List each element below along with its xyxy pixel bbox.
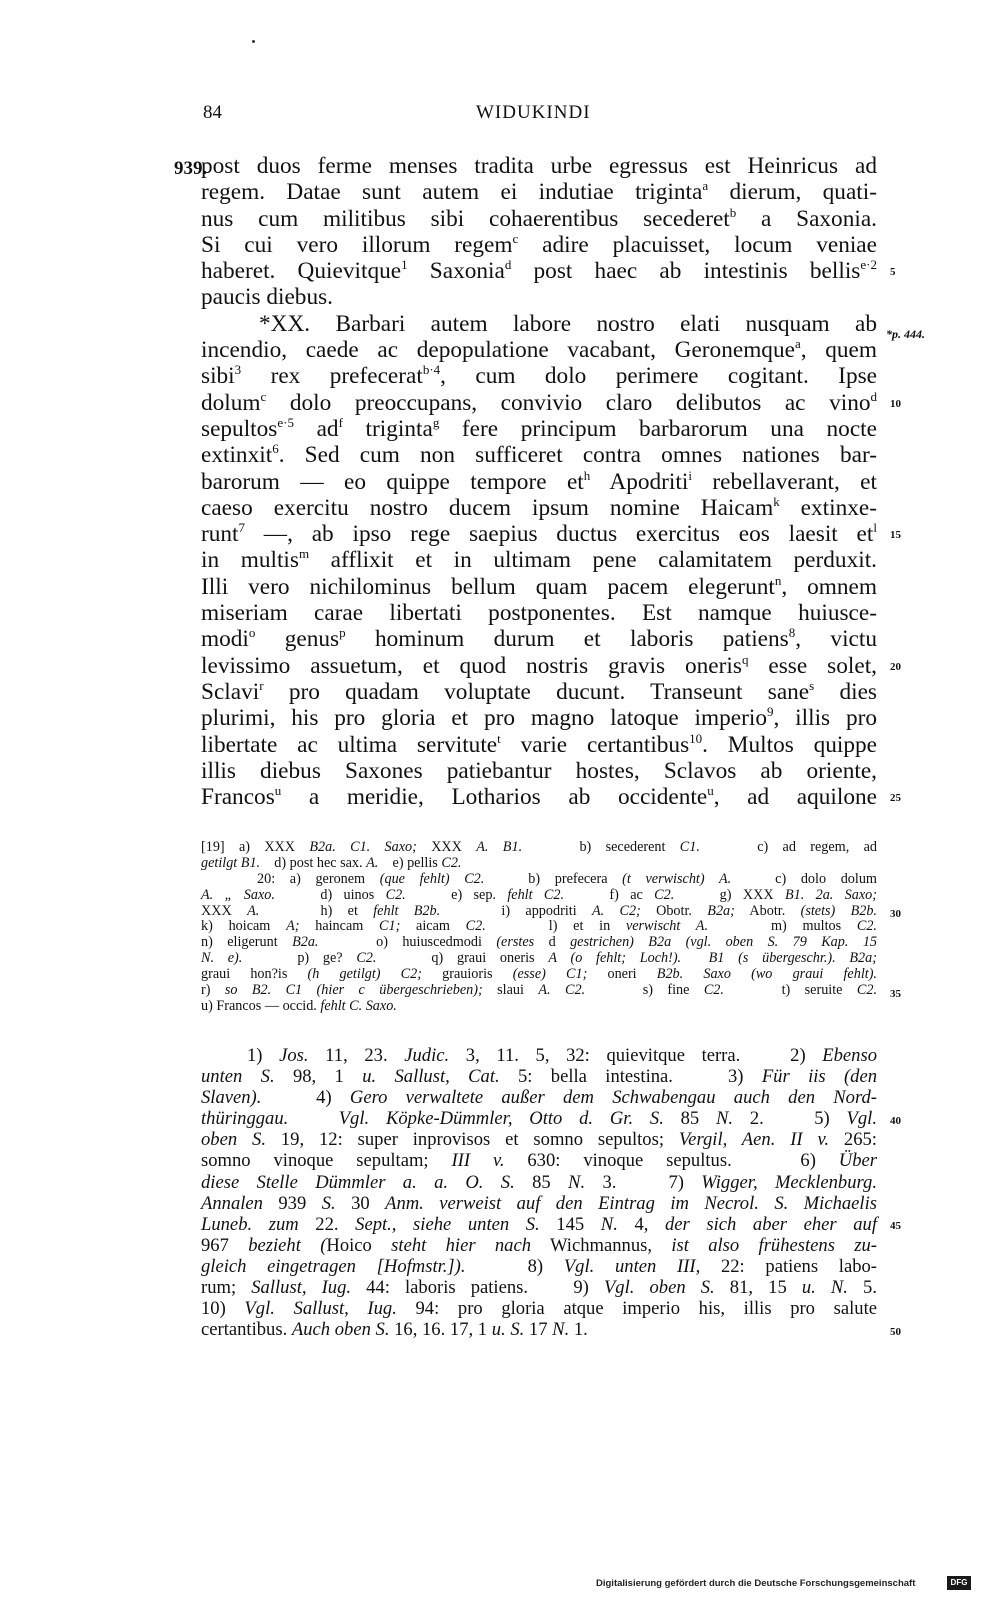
apparatus-line: u) Francos — occid. fehlt C. Saxo. — [201, 997, 397, 1014]
text-line: in multis$^m$ afflixit et in ultimam pene calamitatem perduxit. — [201, 546, 877, 574]
speck-dot — [252, 40, 255, 43]
line-number: 50 — [890, 1325, 901, 1338]
dfg-logo: DFG — [947, 1576, 971, 1590]
text-line: plurimi, his pro gloria et pro magno latoque imperio$^9$, illis pro — [201, 704, 878, 732]
footnote-line: somno vinoque sepultam; III v. 630: vinoque sepultus. 6) Über — [201, 1150, 878, 1172]
footnote-line: gleich eingetragen [Hofmstr.]). 8) Vgl. unten III, 22: patiens labo- — [201, 1255, 877, 1277]
text-line: caeso exercitu nostro ducem ipsum nomine Haicam$^k$ extinxe- — [201, 494, 878, 521]
text-line: barorum — eo quippe tempore $et^h$ Apodriti$^i$ rebellaverant, et — [201, 467, 877, 495]
text-line: miseriam carae libertati postponentes. Est namque huiusce- — [201, 600, 877, 627]
text-line: *XX. Barbari autem labore nostro elati nusquam ab — [259, 310, 877, 337]
line-number: 20 — [890, 660, 901, 673]
line-number: 15 — [890, 529, 901, 542]
footnote-line: unten S. 98, 1 u. Sallust, Cat. 5: bella intestina. 3) Für iis (den — [201, 1066, 878, 1088]
line-number: 40 — [890, 1114, 901, 1127]
text-line: Si cui vero illorum regem$^c$ adire placuisset, locum veniae — [201, 231, 877, 258]
apparatus-line: n) eligerunt B2a. o) huiuscedmodi (erstes d gestrichen) B2a (vgl. oben S. 79 Kap. 15 — [201, 934, 878, 951]
footnote-line: diese Stelle Dümmler a. a. O. S. 85 N. 3. 7) Wigger, Mecklenburg. — [201, 1171, 877, 1193]
text-line: libertate ac ultima servitute$^t$ varie certantibus$^{10}$. Multos quippe — [201, 730, 878, 758]
apparatus-line: r) so B2. C1 (hier c übergeschrieben); slaui A. C2. s) fine C2. t) seruite C2. — [201, 982, 877, 999]
text-line: paucis diebus. — [201, 284, 333, 311]
apparatus-line: getilgt B1. d) post hec sax. A. e) pellis C2. — [201, 854, 462, 871]
apparatus-line: N. e). p) ge? C2. q) graui oneris A (o fehlt; Loch!). B1 (s übergeschr.). B2a; — [201, 950, 877, 967]
footnote-line: Annalen 939 S. 30 Anm. verweist auf den Eintrag im Necrol. S. Michaelis — [201, 1192, 878, 1214]
text-line: sibi$^3$ rex prefecerat$^{b\cdot 4}$, cum dolo perimere cogitant. Ipse — [201, 362, 877, 390]
line-number: 30 — [890, 908, 901, 921]
footnote-line: thüringgau. Vgl. Köpke-Dümmler, Otto d. Gr. S. 85 N. 2. 5) Vgl. — [201, 1108, 877, 1130]
page-number: 84 — [203, 102, 222, 123]
line-number: 5 — [890, 266, 896, 279]
line-number: 25 — [890, 792, 901, 805]
text-line: dolum$^c$ dolo preoccupans, convivio claro delibutos ac vino$^d$ — [201, 388, 877, 416]
text-line: levissimo assuetum, et quod nostris gravis oneris$^q$ esse solet, — [201, 651, 877, 679]
apparatus-line: [19] a) XXX B2a. C1. Saxo; XXX A. B1. b) secederent C1. c) ad regem, ad — [201, 839, 877, 855]
text-line: modi$^o$ genus$^p$ hominum durum et laboris patiens$^8$, victu — [201, 625, 877, 653]
footnote-line: 967 bezieht (Hoico steht hier nach Wichmannus, ist also frühestens zu- — [201, 1234, 877, 1256]
page-header — [0, 102, 1000, 132]
text-line: incendio, caede ac depopulatione vacabant, Geronemque$^a$, quem — [201, 336, 877, 364]
year-marker: 939. — [174, 158, 208, 179]
footnote-line: Luneb. zum 22. Sept., siehe unten S. 145 N. 4, der sich aber eher auf — [201, 1213, 878, 1235]
text-line: extinxit$^6$. Sed cum non sufficeret contra omnes nationes bar- — [201, 441, 877, 469]
text-line: runt$^7$ —, ab ipso rege saepius ductus exercitus eos laesit $et^l$ — [201, 520, 877, 548]
apparatus-line: k) hoicam A; haincam C1; aicam C2. l) et in verwischt A. m) multos C2. — [201, 918, 877, 935]
text-line: regem. Datae sunt autem ei indutiae triginta$^a$ dierum, quati- — [201, 178, 877, 206]
text-line: illis diebus Saxones patiebantur hostes, Sclavos ab oriente, — [201, 757, 877, 784]
apparatus-line: graui hon?is (h getilgt) C2; grauioris (esse) C1; oneri B2b. Saxo (wo graui fehlt). — [201, 966, 877, 983]
line-number: 45 — [890, 1220, 901, 1233]
apparatus-line: A. „ Saxo. d) uinos C2. e) sep. fehlt C2. f) ac C2. g) XXX B1. 2a. Saxo; — [201, 886, 877, 903]
footnote-line: rum; Sallust, Iug. 44: laboris patiens. 9) Vgl. oben S. 81, 15 u. N. 5. — [201, 1277, 877, 1299]
line-number: 10 — [890, 397, 901, 410]
footnote-line: Slaven). 4) Gero verwaltete außer dem Schwabengau auch den Nord- — [201, 1087, 877, 1109]
text-line: haberet. Quievitque$^1$ Saxonia$^d$ post haec ab intestinis bellis$^{e\cdot 2}$ — [201, 257, 877, 285]
digitization-banner: Digitalisierung gefördert durch die Deutsche Forschungsgemeinschaft — [596, 1578, 916, 1589]
footnote-line: oben S. 19, 12: super inprovisos et somno sepultos; Vergil, Aen. II v. 265: — [201, 1129, 877, 1151]
text-line: sepultos$^{e\cdot 5}$ $ad^f$ triginta$^g$ fere principum barbarorum una nocte — [201, 415, 877, 442]
footnote-line: 1) Jos. 11, 23. Judic. 3, 11. 5, 32: quievitque terra. 2) Ebenso — [247, 1045, 878, 1066]
text-line: nus cum militibus sibi cohaerentibus secederet$^b$ a Saxonia. — [201, 204, 877, 232]
footnote-line: 10) Vgl. Sallust, Iug. 94: pro gloria atque imperio his, illis pro salute — [201, 1298, 877, 1320]
text-line: Sclavi$^r$ pro quadam voluptate ducunt. Transeunt sane$^s$ dies — [201, 678, 878, 705]
margin-page-reference: *p. 444. — [886, 327, 925, 341]
footnote-line: certantibus. Auch oben S. 16, 16. 17, 1 u. S. 17 N. 1. — [201, 1319, 588, 1341]
apparatus-line: 20: a) geronem (que fehlt) C2. b) prefecera (t verwischt) A. c) dolo dolum — [257, 870, 877, 887]
text-line: post duos ferme menses tradita urbe egressus est Heinricus ad — [201, 153, 877, 179]
apparatus-line: XXX A. h) et fehlt B2b. i) appodriti A. C2; Obotr. B2a; Abotr. (stets) B2b. — [201, 902, 877, 919]
main-text — [201, 153, 877, 810]
text-line: Francos$^u$ a meridie, Lotharios ab occidente$^u$, ad aquilone — [201, 783, 877, 811]
line-number: 35 — [890, 987, 901, 1000]
text-line: Illi vero nichilominus bellum quam pacem elegerunt$^n$, omnem — [201, 572, 877, 600]
footnotes — [201, 1045, 877, 1340]
critical-apparatus — [201, 840, 877, 1015]
running-head: WIDUKINDI — [476, 102, 591, 123]
